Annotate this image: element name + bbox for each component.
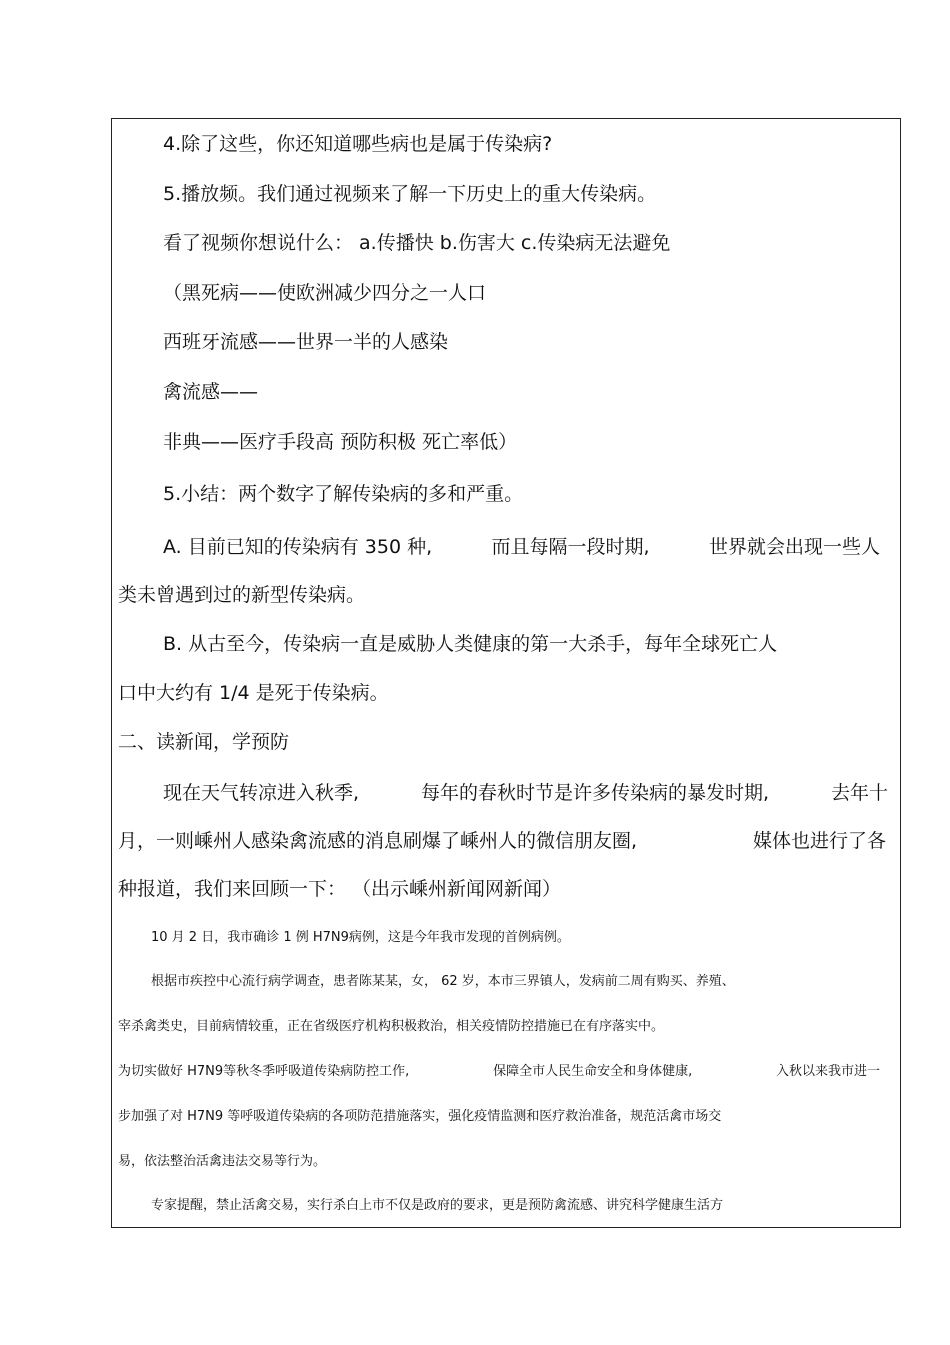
point-a-part-2: 而且每隔一段时期, — [491, 536, 650, 558]
news-line-2-part-2: 媒体也进行了各 — [752, 830, 886, 852]
point-b-line: B. 从古至今，传染病一直是威胁人类健康的第一大杀手，每年全球死亡人 — [163, 633, 778, 655]
point-a-continuation: 类未曾遇到过的新型传染病。 — [118, 584, 366, 606]
point-b-continuation: 口中大约有 1/4 是死于传染病。 — [118, 682, 389, 704]
news-line-1-part-3: 去年十 — [830, 782, 888, 804]
question-4: 4.除了这些，你还知道哪些病也是属于传染病? — [163, 133, 553, 155]
summary-heading: 5.小结：两个数字了解传染病的多和严重。 — [163, 483, 524, 505]
news-paragraph-line-2 — [118, 829, 886, 853]
plague-line: （黑死病——使欧洲减少四分之一人口 — [163, 282, 487, 304]
bird-flu-line: 禽流感—— — [163, 381, 259, 403]
news-item-1: 10 月 2 日，我市确诊 1 例 H7N9病例，这是今年我市发现的首例病例。 — [151, 930, 570, 945]
news-paragraph-line-1 — [163, 781, 888, 805]
video-reaction: 看了视频你想说什么： a.传播快 b.伤害大 c.传染病无法避免 — [163, 232, 671, 254]
news-item-7: 专家提醒，禁止活禽交易，实行杀白上市不仅是政府的要求，更是预防禽流感、讲究科学健康生活方 — [151, 1198, 724, 1213]
news-line-2-part-1: 月，一则嵊州人感染禽流感的消息刷爆了嵊州人的微信朋友圈, — [118, 830, 638, 852]
point-a-part-3: 世界就会出现一些人 — [708, 536, 880, 558]
point-a-part-1: A. 目前已知的传染病有 350 种, — [163, 536, 433, 558]
news-item-4-part-1: 为切实做好 H7N9等秋冬季呼吸道传染病防控工作, — [118, 1064, 410, 1079]
news-item-5: 步加强了对 H7N9 等呼吸道传染病的各项防范措施落实，强化疫情监测和医疗救治准备，规范活禽市场交 — [118, 1109, 722, 1124]
news-item-4 — [118, 1063, 880, 1081]
news-item-4-part-3: 入秋以来我市进一 — [775, 1064, 880, 1079]
news-item-2: 根据市疾控中心流行病学调查，患者陈某某，女， 62 岁，本市三界镇人，发病前二周有购买、养殖、 — [151, 974, 735, 989]
news-paragraph-line-3: 种报道，我们来回顾一下： （出示嵊州新闻网新闻） — [118, 878, 562, 900]
news-line-1-part-2: 每年的春秋时节是许多传染病的暴发时期, — [420, 782, 770, 804]
news-item-3: 宰杀禽类史，目前病情较重，正在省级医疗机构积极救治，相关疫情防控措施已在有序落实中。 — [118, 1019, 665, 1034]
sars-line: 非典——医疗手段高 预防积极 死亡率低） — [163, 431, 518, 453]
news-item-6: 易，依法整治活禽违法交易等行为。 — [118, 1154, 327, 1169]
section-2-heading: 二、读新闻，学预防 — [118, 731, 290, 753]
point-a-line — [163, 535, 880, 559]
news-item-4-part-2: 保障全市人民生命安全和身体健康, — [493, 1064, 693, 1079]
video-instruction: 5.播放频。我们通过视频来了解一下历史上的重大传染病。 — [163, 183, 657, 205]
news-line-1-part-1: 现在天气转凉进入秋季, — [163, 782, 360, 804]
spanish-flu-line: 西班牙流感——世界一半的人感染 — [163, 331, 449, 353]
